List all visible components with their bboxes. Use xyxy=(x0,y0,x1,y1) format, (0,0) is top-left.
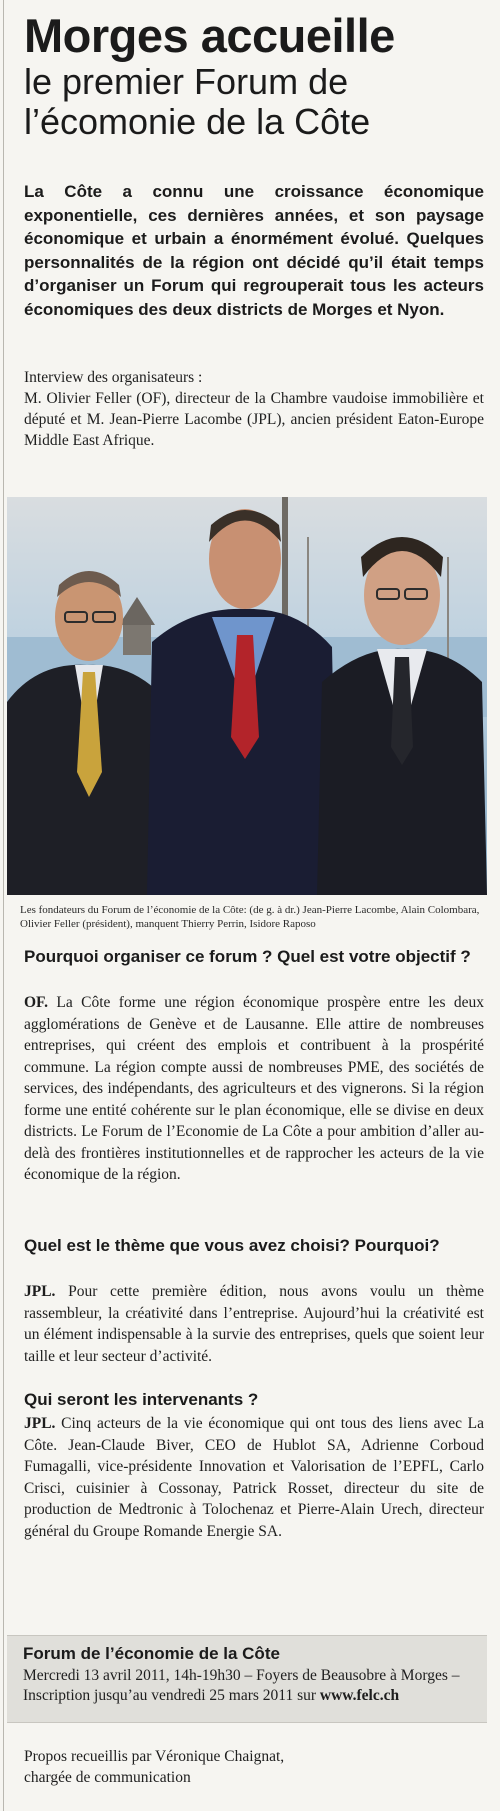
article-title: Morges accueille xyxy=(24,9,395,62)
event-details xyxy=(23,1666,478,1705)
answer-2-speaker: JPL. xyxy=(24,1283,56,1300)
article-lead: La Côte a connu une croissance économique exponentielle, ces dernières années, et son paysage économique et urbain a énormément évolué. Quelques personnalités de la région ont décidé qu’il était temps d’organiser un Forum qui regrouperait tous les acteurs économiques des deux districts de Morges et Nyon. xyxy=(24,182,484,319)
photo-caption: Les fondateurs du Forum de l’économie de la Côte: (de g. à dr.) Jean-Pierre Lacombe, Alain Colombara, Olivier Feller (président), manquent Thierry Perrin, Isidore Raposo xyxy=(20,904,480,930)
question-1: Pourquoi organiser ce forum ? Quel est votre objectif ? xyxy=(24,947,471,966)
event-website-link[interactable]: www.felc.ch xyxy=(319,1686,400,1704)
article-subtitle: le premier Forum de l’écomonie de la Côte xyxy=(24,61,371,142)
event-title: Forum de l’économie de la Côte xyxy=(23,1644,280,1663)
question-3: Qui seront les intervenants ? xyxy=(24,1390,259,1409)
event-infobox xyxy=(7,1635,487,1723)
answer-1-speaker: OF. xyxy=(24,994,48,1011)
answer-3-speaker: JPL. xyxy=(24,1415,56,1432)
page-edge-line xyxy=(3,0,4,1811)
event-details-text: Mercredi 13 avril 2011, 14h-19h30 – Foyers de Beausobre à Morges – Inscription jusqu’au vendredi 25 mars 2011 sur xyxy=(23,1667,460,1704)
intro-heading: Interview des organisateurs : xyxy=(24,369,203,386)
question-2: Quel est le thème que vous avez choisi? Pourquoi? xyxy=(24,1236,440,1255)
credits-line-2: chargée de communication xyxy=(24,1769,191,1786)
article-credits xyxy=(24,1746,484,1788)
answer-2-text: Pour cette première édition, nous avons voulu un thème rassembleur, la créativité dans l’entreprise. Aujourd’hui la créativité est un élément indispensable à la survie des entreprises, quels que soient leur taille et leur secteur d’activité. xyxy=(24,1283,484,1365)
answer-1-text: La Côte forme une région économique prospère entre les deux agglomérations de Genève et de Lausanne. Elle attire de nombreuses entreprises, qui créent des emplois et contribuent à la prospérité commune. La région compte aussi de nombreuses PME, des sociétés de services, des indépendants, des agriculteurs et des vignerons. Si la région forme une entité cohérente sur le plan économique, elle se divise en deux districts. Le Forum de l’Economie de La Côte a pour ambition d’aller au-delà des frontières institutionnelles et de rapprocher les acteurs de la vie économique de la région. xyxy=(24,994,484,1183)
intro-text: M. Olivier Feller (OF), directeur de la Chambre vaudoise immobilière et député et M. Jean-Pierre Lacombe (JPL), ancien président Eaton-Europe Middle East Afrique. xyxy=(24,390,484,449)
founders-photo-illustration xyxy=(7,497,487,895)
founders-photo xyxy=(7,497,487,895)
answer-3-text: Cinq acteurs de la vie économique qui ont tous des liens avec La Côte. Jean-Claude Biver, CEO de Hublot SA, Adrienne Corboud Fumagalli, vice-présidente Innovation et Valorisation de l’EPFL, Carlo Crisci, cuisinier à Cossonay, Patrick Rosset, directeur du site de production de Medtronic à Tolochenaz et Pierre-Alain Urech, directeur général du Groupe Romande Energie SA. xyxy=(24,1415,484,1540)
answer-1 xyxy=(24,992,484,1186)
answer-3 xyxy=(24,1413,484,1542)
interview-intro xyxy=(24,367,484,451)
credits-line-1: Propos recueillis par Véronique Chaignat, xyxy=(24,1748,285,1765)
answer-2 xyxy=(24,1281,484,1367)
